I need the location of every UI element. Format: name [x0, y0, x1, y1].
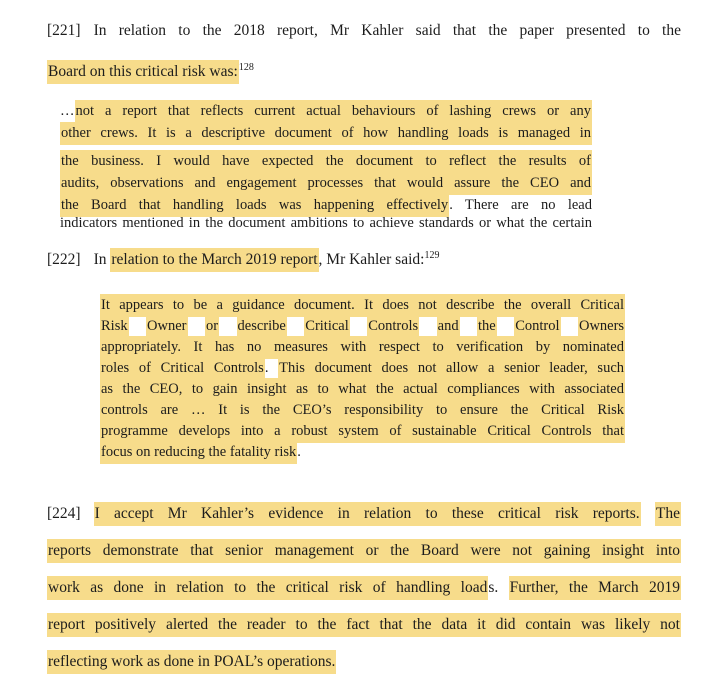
text-line — [100, 295, 625, 316]
highlighted-text: other crews. It is a descriptive document of how handling loads is managed in — [60, 122, 592, 145]
text-segment: . — [297, 444, 301, 460]
highlighted-text: It appears to be a guidance document. It does not describe the overall Critical — [100, 294, 625, 317]
highlighted-text: and — [437, 315, 460, 338]
text-segment — [188, 318, 205, 334]
highlighted-text: Owners — [578, 315, 625, 338]
highlighted-text: describe — [237, 315, 287, 338]
text-segment: In relation to the 2018 report, Mr Kahler said that the paper presented to the — [93, 22, 681, 39]
paragraph-number-gap — [81, 263, 94, 264]
text-line — [60, 150, 592, 172]
text-segment — [219, 318, 236, 334]
text-segment: … — [60, 103, 75, 119]
highlighted-text: relation to the March 2019 report — [110, 248, 318, 272]
highlighted-text: roles of Critical Controls — [100, 357, 265, 380]
text-segment — [641, 505, 655, 522]
text-segment — [287, 318, 304, 334]
text-segment — [561, 318, 578, 334]
text-line — [60, 100, 592, 122]
paragraph-222 — [47, 245, 681, 282]
highlighted-text: appropriately. It has no measures with respect to verification by nominated — [100, 336, 625, 359]
text-line — [100, 358, 625, 379]
text-segment: In — [93, 251, 111, 268]
highlighted-text: the business. I would have expected the document to reflect the results of — [60, 150, 592, 173]
highlighted-text: work as done in relation to the critical risk of handling load — [47, 576, 488, 600]
text-segment: [224] — [47, 505, 81, 522]
text-line — [100, 400, 625, 421]
highlighted-text: or — [205, 315, 219, 338]
highlighted-text: programme develops into a robust system of sustainable Critical Controls that — [100, 420, 625, 443]
highlighted-text: I accept Mr Kahler’s evidence in relation to these critical risk reports. — [94, 502, 641, 526]
text-segment: s. — [488, 579, 509, 596]
highlighted-text: reports demonstrate that senior management or the Board were not gaining insight into — [47, 539, 681, 563]
text-segment: [222] — [47, 251, 81, 268]
highlighted-text: The — [655, 502, 681, 526]
text-line — [60, 194, 592, 216]
paragraph-224 — [47, 503, 681, 688]
paragraph-number-gap — [81, 34, 94, 35]
highlighted-text: not a report that reflects current actual behaviours of lashing crews or any — [75, 100, 593, 123]
text-line — [100, 316, 625, 337]
text-segment — [419, 318, 436, 334]
paragraph-221 — [47, 20, 681, 94]
paragraph-number-gap — [81, 517, 94, 518]
quote-block-2018-report — [60, 100, 592, 231]
text-segment: [221] — [47, 22, 81, 39]
text-line — [60, 172, 592, 194]
clipped-text-line — [60, 215, 592, 231]
highlighted-text: as the CEO, to gain insight as to what the actual compliances with associated — [100, 378, 625, 401]
text-line — [47, 245, 681, 282]
text-line — [47, 20, 681, 57]
highlighted-text: Board on this critical risk was: — [47, 60, 239, 84]
highlighted-text: Controls — [367, 315, 419, 338]
text-segment: indicators mentioned in the document ambitions to achieve standards or what the certain — [60, 215, 592, 231]
highlighted-text: This document does not allow a senior leader, such — [278, 357, 625, 380]
highlighted-text: Control — [514, 315, 560, 338]
footnote-reference: 128 — [238, 62, 254, 73]
text-line — [47, 614, 681, 651]
text-line — [100, 442, 625, 463]
highlighted-text: Further, the March 2019 — [509, 576, 681, 600]
highlighted-text: the Board that handling loads was happening effectively — [60, 194, 449, 217]
highlighted-text: Owner — [146, 315, 187, 338]
highlighted-text: Risk — [100, 315, 129, 338]
text-segment — [129, 318, 146, 334]
text-segment: . — [264, 360, 279, 376]
highlighted-text: controls are … It is the CEO’s responsibility to ensure the Critical Risk — [100, 399, 625, 422]
text-line — [100, 421, 625, 442]
text-segment — [497, 318, 514, 334]
text-line — [47, 540, 681, 577]
text-line — [60, 122, 592, 144]
highlighted-text: reflecting work as done in POAL’s operations. — [47, 650, 336, 674]
highlighted-text: Critical — [304, 315, 350, 338]
text-segment — [350, 318, 367, 334]
text-segment: . There are no lead — [449, 197, 592, 213]
highlighted-text: focus on reducing the fatality risk — [100, 441, 297, 464]
footnote-reference: 129 — [424, 250, 440, 261]
text-line — [47, 57, 681, 94]
text-segment — [460, 318, 477, 334]
highlighted-text: the — [477, 315, 497, 338]
highlighted-text: report positively alerted the reader to the fact that the data it did contain was likely not — [47, 613, 681, 637]
text-line — [47, 503, 681, 540]
highlighted-text: audits, observations and engagement processes that would assure the CEO and — [60, 172, 592, 195]
text-line — [100, 337, 625, 358]
text-segment: , Mr Kahler said: — [318, 251, 425, 268]
text-line — [47, 651, 681, 688]
quote-block-march-2019-report — [100, 295, 625, 463]
text-line — [100, 379, 625, 400]
text-line — [47, 577, 681, 614]
